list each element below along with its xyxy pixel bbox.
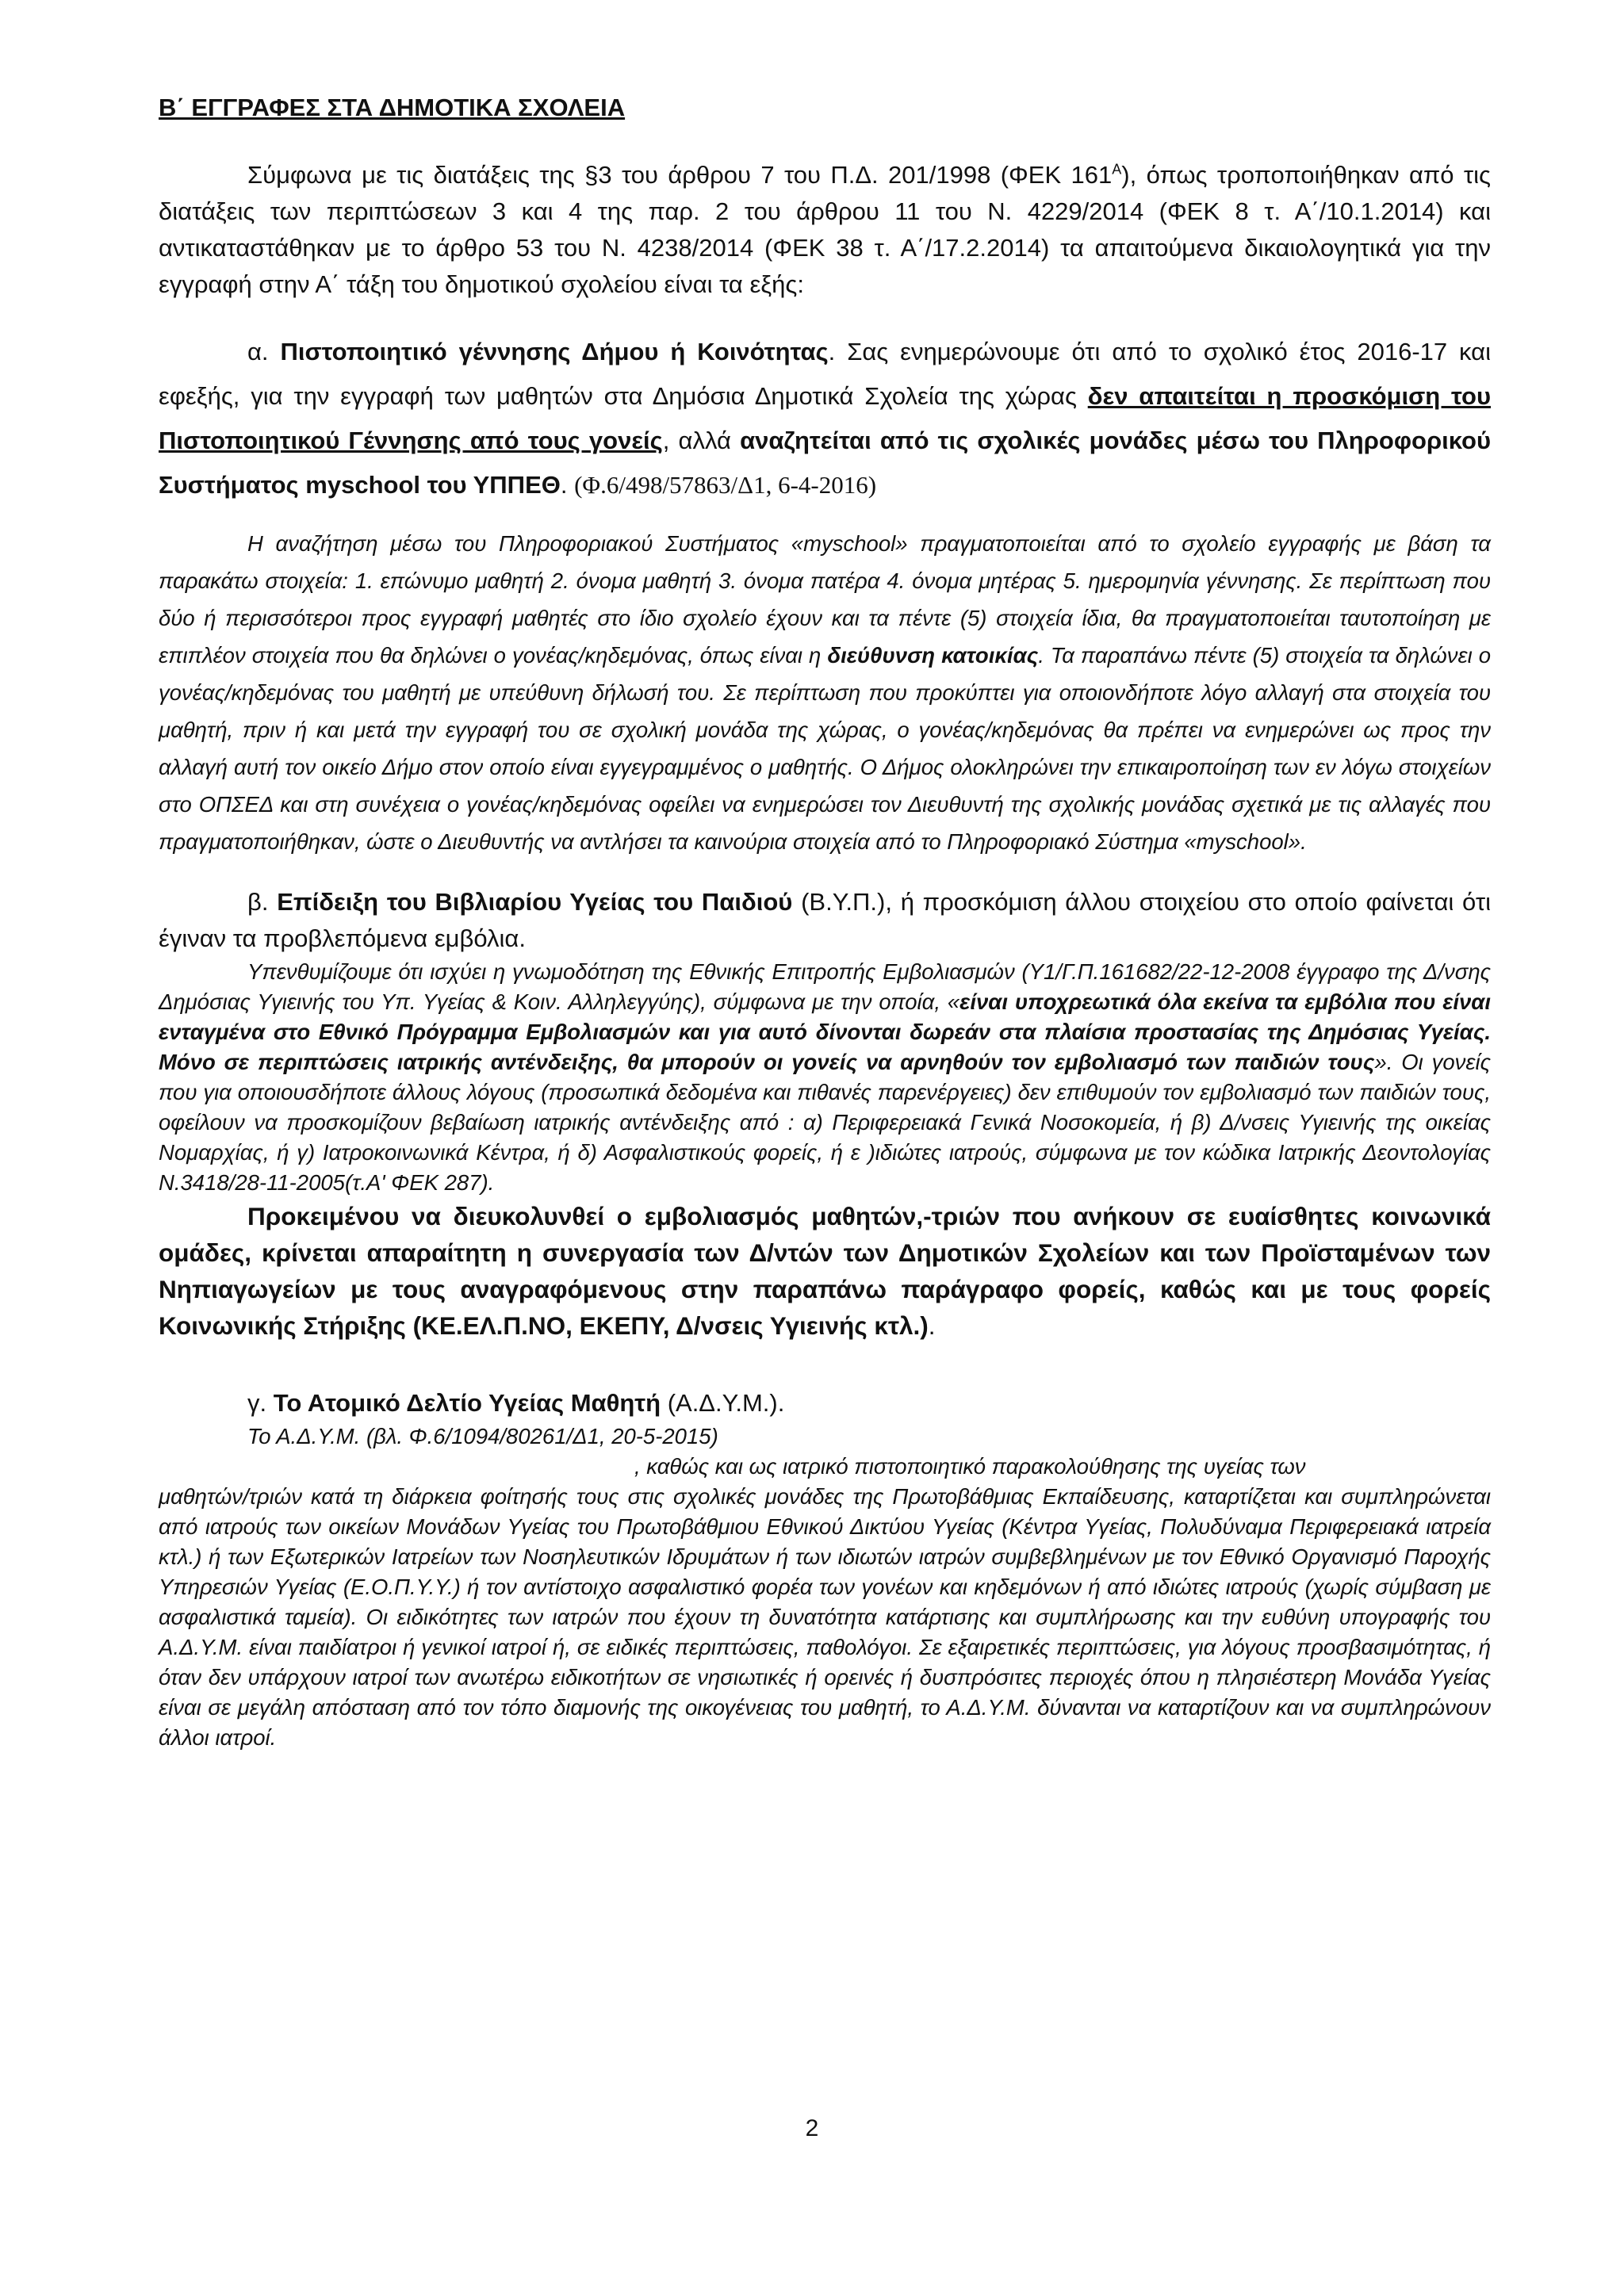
item-b-prefix: β. bbox=[247, 888, 278, 916]
intro-paragraph bbox=[159, 157, 1491, 303]
item-a-title: Πιστοποιητικό γέννησης Δήμου ή Κοινότητας bbox=[280, 338, 829, 365]
intro-superscript: Α bbox=[1112, 161, 1122, 178]
intro-text-1: Σύμφωνα με τις διατάξεις της §3 του άρθρου 7 του Π.Δ. 201/1998 (ΦΕΚ 161 bbox=[247, 161, 1113, 189]
item-a-note-text-1: Η αναζήτηση μέσω του Πληροφοριακού Συστήματος «myschool» πραγματοποιείται από το σχολείο εγγραφής με βάση τα παρακάτω στοιχεία: 1. επώνυμο μαθητή 2. όνομα μαθητή 3. όνομα πατέρα 4. όνομα μητέρας 5. ημερομηνία γέννησης. Σε περίπτωση που δύο ή περισσότεροι προς εγγραφή μαθητές στο ίδιο σχολείο έχουν και τα πέντε (5) στοιχεία ίδια, θα πραγματοποιείται ταυτοποίηση με επιπλέον στοιχεία που θα δηλώνει ο γονέας/κηδεμόνας, όπως είναι η bbox=[159, 531, 1491, 668]
item-c-note-start: , καθώς και ως ιατρικό πιστοποιητικό παρακολούθησης της υγείας των bbox=[634, 1454, 1306, 1479]
item-b-text: (Β.Υ.Π.), ή προσκόμιση άλλου στοιχείου στο οποίο φαίνεται ότι έγιναν τα προβλεπόμενα εμβόλια. bbox=[159, 888, 1491, 952]
section-heading: Β΄ ΕΓΓΡΑΦΕΣ ΣΤΑ ΔΗΜΟΤΙΚΑ ΣΧΟΛΕΙΑ bbox=[159, 94, 626, 121]
item-b-note-text-2: ». Οι γονείς που για οποιουσδήποτε άλλους λόγους (προσωπικά δεδομένα και πιθανές παρενέργειες) δεν επιθυμούν τον εμβολιασμό των παιδιών τους, οφείλουν να προσκομίζουν βεβαίωση ιατρικής αντένδειξης από : α) Περιφερειακά Γενικά Νοσοκομεία, ή β) Δ/νσεις Υγιεινής της οικείας Νομαρχίας, ή γ) Ιατροκοινωνικά Κέντρα, ή δ) Ασφαλιστικούς φορείς, ή ε )ιδιώτες ιατρούς, σύμφωνα με τον κώδικα Ιατρικής Δεοντολογίας Ν.3418/28-11-2005(τ.Α' ΦΕΚ 287). bbox=[159, 1050, 1491, 1195]
intro-text-2: ), όπως τροποποιήθηκαν από τις διατάξεις των περιπτώσεων 3 και 4 της παρ. 2 του άρθρου 11 του Ν. 4229/2014 (ΦΕΚ 8 τ. Α΄/10.1.2014) και αντικαταστάθηκαν με το άρθρο 53 του Ν. 4238/2014 (ΦΕΚ 38 τ. Α΄/17.2.2014) τα απαιτούμενα δικαιολογητικά για την εγγραφή στην Α΄ τάξη του δημοτικού σχολείου είναι τα εξής: bbox=[159, 161, 1491, 298]
cooperation-end: . bbox=[928, 1311, 936, 1340]
cooperation-text: Προκειμένου να διευκολυνθεί ο εμβολιασμός μαθητών,-τριών που ανήκουν σε ευαίσθητες κοινωνικά ομάδες, κρίνεται απαραίτητη η συνεργασία των Δ/ντών των Δημοτικών Σχολείων και των Προϊσταμένων των Νηπιαγωγείων με τους αναγραφόμενους στην παραπάνω παράγραφο φορείς, καθώς και με τους φορείς Κοινωνικής Στήριξης (ΚΕ.ΕΛ.Π.ΝΟ, ΕΚΕΠΥ, Δ/νσεις Υγιεινής κτλ.) bbox=[159, 1202, 1491, 1340]
item-a-text-2: , αλλά bbox=[662, 427, 741, 454]
item-b-title: Επίδειξη του Βιβλιαρίου Υγείας του Παιδιού bbox=[277, 888, 793, 916]
document-body bbox=[159, 94, 1491, 1753]
page-number: 2 bbox=[805, 2115, 819, 2141]
item-a-paragraph bbox=[159, 330, 1491, 507]
item-b-note-text-1: Υπενθυμίζουμε ότι ισχύει η γνωμοδότηση της Εθνικής Επιτροπής Εμβολιασμών (Υ1/Γ.Π.161682/22-12-2008 έγγραφο της Δ/νσης Δημόσιας Υγιεινής του Υπ. Υγείας & Κοιν. Αλληλεγγύης), σύμφωνα με την οποία, « bbox=[159, 959, 1491, 1014]
item-c-title: Το Ατομικό Δελτίο Υγείας Μαθητή bbox=[273, 1389, 661, 1417]
item-a-reference: (Φ.6/498/57863/Δ1, 6-4-2016) bbox=[574, 471, 877, 499]
item-c-note: μαθητών/τριών κατά τη διάρκεια φοίτησής τους στις σχολικές μονάδες της Πρωτοβάθμιας Εκπαίδευσης, καταρτίζεται και συμπληρώνεται από ιατρούς των οικείων Μονάδων Υγείας του Πρωτοβάθμιου Εθνικού Δικτύου Υγείας (Κέντρα Υγείας, Πολυδύναμα Περιφερειακά ιατρεία κτλ.) ή των Εξωτερικών Ιατρείων των Νοσηλευτικών Ιδρυμάτων ή των ιδιωτών ιατρών συμβεβλημένων με τον Εθνικό Οργανισμό Παροχής Υπηρεσιών Υγείας (Ε.Ο.Π.Υ.Υ.) ή τον αντίστοιχο ασφαλιστικό φορέα των γονέων και κηδεμόνων ή από ιδιώτες ιατρούς (χωρίς σύμβαση με ασφαλιστικά ταμεία). Οι ειδικότητες των ιατρών που έχουν τη δυνατότητα κατάρτισης και συμπλήρωσης και την ευθύνη υπογραφής του Α.Δ.Υ.Μ. είναι παιδίατροι ή γενικοί ιατροί ή, σε ειδικές περιπτώσεις, παθολόγοι. Σε εξαιρετικές περιπτώσεις, για λόγους προσβασιμότητας, ή όταν δεν υπάρχουν ιατροί των ανωτέρω ειδικοτήτων σε νησιωτικές ή ορεινές ή δυσπρόσιτες περιοχές όπου η πλησιέστερη Μονάδα Υγείας είναι σε μεγάλη απόσταση από τον τόπο διαμονής της οικογένειας του μαθητή, το Α.Δ.Υ.Μ. δύνανται να καταρτίζουν και να συμπληρώνουν άλλοι ιατροί. bbox=[159, 1484, 1491, 1750]
item-c-paragraph bbox=[159, 1385, 1491, 1422]
cooperation-paragraph bbox=[159, 1198, 1491, 1344]
item-c-prefix: γ. bbox=[247, 1389, 274, 1417]
item-a-note bbox=[159, 525, 1491, 860]
item-a-bold: αναζητείται από τις σχολικές μονάδες μέσω του Πληροφορικού Συστήματος myschool του ΥΠΠΕΘ bbox=[159, 427, 1491, 499]
item-a-note-bold: διεύθυνση κατοικίας bbox=[827, 643, 1039, 668]
item-b-note bbox=[159, 957, 1491, 1198]
item-c-ref-line: Το Α.Δ.Υ.Μ. (βλ. Φ.6/1094/80261/Δ1, 20-5-2015) bbox=[247, 1424, 718, 1448]
item-b-note-bold: είναι υποχρεωτικά όλα εκείνα τα εμβόλια που είναι ενταγμένα στο Εθνικό Πρόγραμμα Εμβολιασμών και για αυτό δίνονται δωρεάν στα πλαίσια προστασίας της Δημόσιας Υγείας. Μόνο σε περιπτώσεις ιατρικής αντένδειξης, θα μπορούν οι γονείς να αρνηθούν τον εμβολιασμό των παιδιών τους bbox=[159, 989, 1491, 1074]
item-a-text-3: . bbox=[560, 471, 575, 499]
item-b-paragraph bbox=[159, 884, 1491, 957]
item-a-prefix: α. bbox=[247, 338, 281, 365]
item-a-text-1: . Σας ενημερώνουμε ότι από το σχολικό έτος 2016-17 και εφεξής, για την εγγραφή των μαθητών στα Δημόσια Δημοτικά Σχολεία της χώρας bbox=[159, 338, 1491, 410]
item-a-underlined: δεν απαιτείται η προσκόμιση του Πιστοποιητικού Γέννησης από τους γονείς bbox=[159, 382, 1492, 454]
item-a-note-text-2: . Τα παραπάνω πέντε (5) στοιχεία τα δηλώνει ο γονέας/κηδεμόνας του μαθητή με υπεύθυνη δήλωσή του. Σε περίπτωση που προκύπτει για οποιονδήποτε λόγο αλλαγή στα στοιχεία του μαθητή, πριν ή και μετά την εγγραφή του σε σχολική μονάδα της χώρας, ο γονέας/κηδεμόνας θα πρέπει να ενημερώνει ως προς την αλλαγή αυτή τον οικείο Δήμο στον οποίο είναι εγγεγραμμένος ο μαθητής. Ο Δήμος ολοκληρώνει την επικαιροποίηση των εν λόγω στοιχείων στο ΟΠΣΕΔ και στη συνέχεια ο γονέας/κηδεμόνας οφείλει να ενημερώσει τον Διευθυντή της σχολικής μονάδας σχετικά με τις αλλαγές που πραγματοποιήθηκαν, ώστε ο Διευθυντής να αντλήσει τα καινούρια στοιχεία από το Πληροφοριακό Σύστημα «myschool». bbox=[159, 643, 1491, 854]
item-c-text: (Α.Δ.Υ.Μ.). bbox=[661, 1389, 785, 1417]
